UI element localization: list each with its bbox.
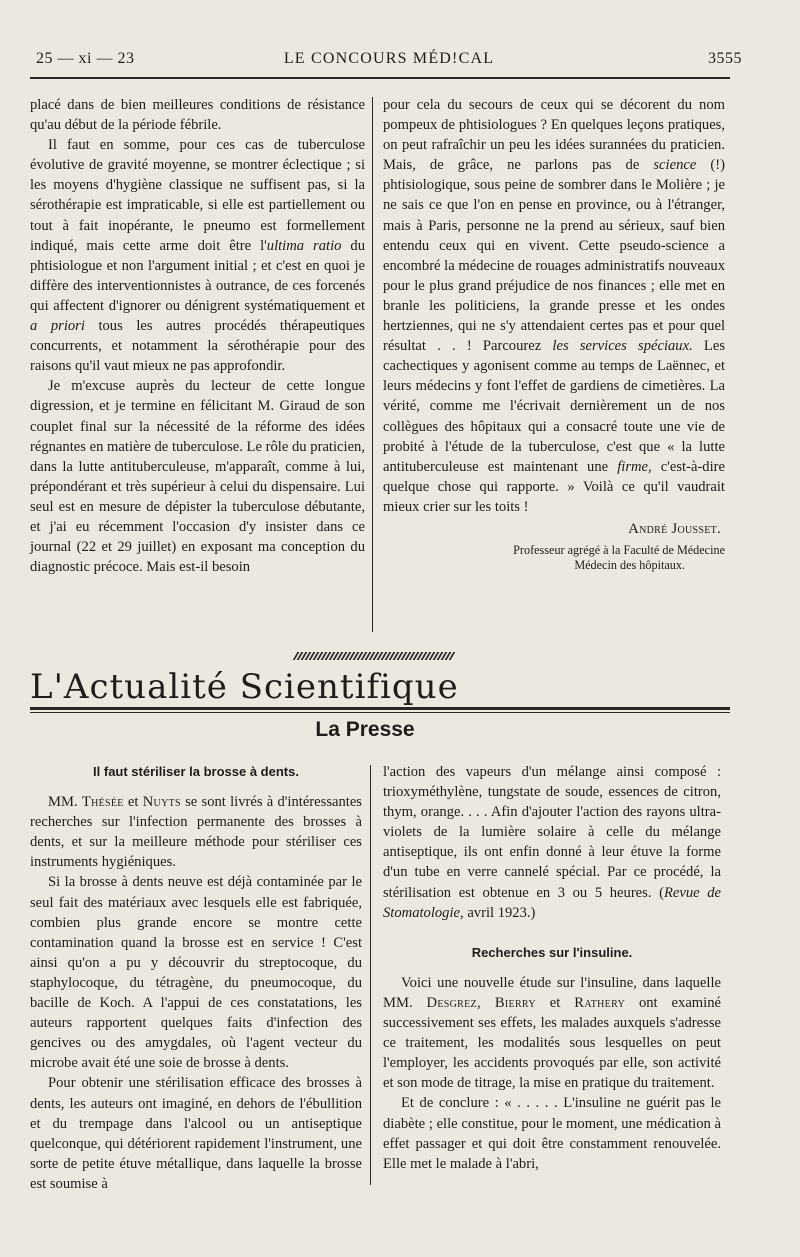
author-signature: André Jousset. xyxy=(628,520,721,537)
column-divider-bottom xyxy=(370,765,371,1185)
article-title: Recherches sur l'insuline. xyxy=(471,944,633,960)
issue-date: 25 — xi — 23 xyxy=(36,50,135,67)
paragraph: Je m'excuse auprès du lecteur de cette longue digression, et je termine en félicitant M. Giraud de son couplet final sur la nécessité de la réforme des idées régnantes en matière de tuberculose. Le rôle du praticien, dans la lutte antituberculeuse, m'apparaît, comme à lui, prépondérant et très supérieur à celui du dispensaire. Lui seul est en mesure de dépister la tuberculose débutante, et j'ai eu récemment l'occasion d'y insister dans ce journal (22 et 29 juillet) en exposant ma conception du diagnostic précoce. Mais est-il besoin xyxy=(30,378,365,576)
section-title: L'Actualité Scientifique xyxy=(30,667,459,707)
section-subtitle: La Presse xyxy=(315,718,415,741)
journal-title: LE CONCOURS MÉD!CAL xyxy=(283,50,495,67)
paragraph: Voici une nouvelle étude sur l'insuline, dans laquelle MM. Desgrez, Bierry et Rathery ont examiné successivement ses effets, les malades auxquels s'adresse ce traitement, les modalités sous lesquelles on peut l'employer, les accidents provoqués par elle, son activité et son mode de titrage, la mise en pratique du traitement. xyxy=(383,974,721,1092)
paragraph: Et de conclure : « . . . . . L'insuline ne guérit pas le diabète ; elle constitue, pour le moment, une médication à effet passager et qui doit être constamment renouvelée. Elle met le malade à l'abri, xyxy=(383,1095,721,1172)
paragraph: Il faut en somme, pour ces cas de tuberculose évolutive de gravité moyenne, se montrer éclectique ; si les moyens d'hygiène classique ne suffisent pas, si la sérothérapie est impraticable, si elle est partiellement ou tout à fait inopérante, le pneumo est formellement indiqué, mais cette arme doit être l'ultima ratio du phtisiologue et non l'argument initial ; et c'est en quoi je diffère des interventionnistes à outrance, de ces forcenés qui affectent d'ignorer ou dénigrent systématiquement et a priori tous les autres procédés thérapeutiques concurrents, et notamment la sérothérapie pour des raisons qu'il vaut mieux ne pas approfondir. xyxy=(30,137,366,375)
author-affiliation: Professeur agrégé à la Faculté de Médecine Médecin des hôpitaux. xyxy=(513,543,725,573)
section-rule-thin xyxy=(30,712,730,713)
section-ornament xyxy=(293,652,456,660)
article-title: Il faut stériliser la brosse à dents. xyxy=(93,764,299,779)
press-column-left xyxy=(30,762,362,1194)
paragraph: MM. Thésée et Nuyts se sont livrés à d'intéressantes recherches sur l'infection permanente des brosses à dents, et sur la meilleure méthode pour stériliser ces instruments hygiéniques. xyxy=(30,794,362,871)
paragraph: l'action des vapeurs d'un mélange ainsi composé : trioxyméthylène, tungstate de soude, essences de citron, thym, orange. . . . Afin d'ajouter l'action des rayons ultra-violets de la lumière solaire à celle du mélange antiseptique, ils ont enfin donné à leur étuve la forme d'un tube en verre cannelé spécial. Par ce procédé, la stérilisation est obtenue en 3 ou 5 heures. (Revue de Stomatologie, avril 1923.) xyxy=(383,764,721,921)
page-number: 3555 xyxy=(708,50,742,67)
article-column-left xyxy=(30,95,365,577)
section-rule-thick xyxy=(30,707,730,710)
paragraph: Pour obtenir une stérilisation efficace des brosses à dents, les auteurs ont imaginé, en dehors de l'ébullition et du trempage dans l'alcool ou un antiseptique quelconque, qui détériorent rapidement l'instrument, une sorte de petite étuve métallique, dans laquelle la brosse est soumise à xyxy=(30,1075,362,1192)
paragraph: pour cela du secours de ceux qui se décorent du nom pompeux de phtisiologues ? En quelques leçons pratiques, on peut rafraîchir un peu les idées surannées du praticien. Mais, de grâce, ne parlons pas de science (!) phtisiologique, sous peine de sombrer dans le Molière ; je ne sais ce que l'on en pense en province, ou à l'étranger, mais à Paris, personne ne la prend au sérieux, sauf bien entendu ceux qui en vivent. Cette pseudo-science a encombré la médecine de rouages administratifs nouveaux pour le plus grand préjudice de nos finances ; elle met en branle les politiciens, la grande presse et les ondes hertziennes, qui ne s'y attendaient certes pas et pour quel résultat . . ! Parcourez les services spéciaux. Les cachectiques y agonisent comme au temps de Laënnec, et leurs médecins y font l'effet de gardiens de cimetières. La vérité, comme me l'écrivait dernièrement un de nos collègues des hôpitaux qui a consacré toute une vie de probité à l'étude de la tuberculose, c'est que « la lutte antituberculeuse est maintenant une firme, c'est-à-dire quelque chose qui rapporte. » Voilà ce qu'il vaudrait mieux crier sur les toits ! xyxy=(383,97,726,515)
page-header xyxy=(36,50,742,74)
header-rule xyxy=(30,77,730,79)
press-column-right xyxy=(383,762,721,1174)
column-divider-top xyxy=(372,97,373,632)
article-column-right xyxy=(383,95,725,573)
paragraph: Si la brosse à dents neuve est déjà contaminée par le seul fait des matériaux avec lesquels elle est fabriquée, combien plus grande encore se montre cette contamination quand la brosse est en service ! C'est ainsi qu'on a pu y découvrir du streptocoque, du staphylocoque, du tétragène, du pneumocoque, du bacille de Koch. A l'appui de ces constatations, les auteurs rapportent quelques faits d'infection des gencives ou des amygdales, où l'agent vecteur du microbe avait été une soie de brosse à dents. xyxy=(30,874,362,1072)
paragraph: placé dans de bien meilleures conditions de résistance qu'au début de la période fébrile. xyxy=(30,97,365,134)
